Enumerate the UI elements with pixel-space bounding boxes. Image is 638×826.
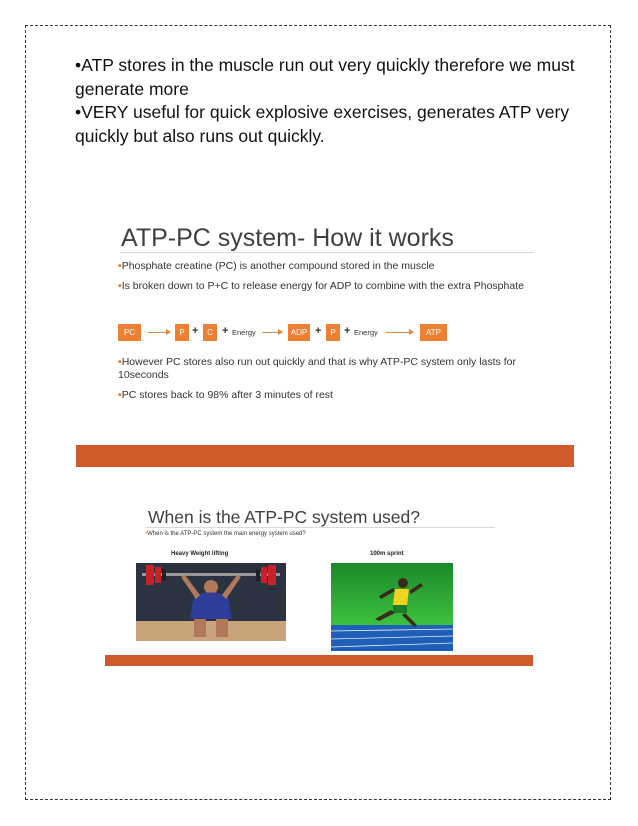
slide2-footer-band [105,655,533,666]
intro-text [75,54,575,148]
weightlifter-photo [136,563,286,641]
flow-energy-label: Energy [232,328,256,337]
plus-icon: + [192,325,199,337]
energy-flow-diagram [118,324,538,342]
flow-arrow-icon [262,332,282,333]
bullet-dot-icon: • [118,389,122,401]
plus-icon: + [315,325,322,337]
slide-how-it-works [76,214,574,466]
flow-box-pc: PC [118,324,141,341]
slide2-title: When is the ATP-PC system used? [148,507,421,527]
slide1-point-1: •Phosphate creatine (PC) is another compound stored in the muscle [118,260,435,272]
bullet-dot-icon: • [118,260,122,272]
caption-sprint: 100m sprint [370,551,404,557]
caption-weight-lifting: Heavy Weight lifting [171,551,229,557]
slide2-subtitle: •When is the ATP-PC system the main energy system used? [145,531,306,537]
flow-box-adp: ADP [288,324,310,341]
slide2-title-rule [145,527,495,528]
flow-box-p2: P [326,324,340,341]
slide1-point-2: •Is broken down to P+C to release energy for ADP to combine with the extra Phosphate [118,280,524,292]
bullet-dot-icon: • [145,531,148,537]
slide1-title-rule [120,252,534,253]
intro-bullet-2: •VERY useful for quick explosive exercises, generates ATP very quickly but also runs out quickly. [75,102,570,146]
flow-energy-label: Energy [354,328,378,337]
slide1-footer-band [76,445,574,467]
flow-arrow-icon [148,332,170,333]
intro-bullet-1: •ATP stores in the muscle run out very quickly therefore we must generate more [75,55,575,99]
bullet-dot-icon: • [118,356,122,368]
bullet-dot-icon: • [118,280,122,292]
slide1-point-4: •PC stores back to 98% after 3 minutes of rest [118,389,333,401]
flow-arrow-icon [386,332,413,333]
flow-box-atp: ATP [420,324,447,341]
sprinter-photo [331,563,453,651]
flow-box-p: P [175,324,189,341]
slide-when-used [105,504,533,666]
flow-box-c: C [203,324,217,341]
slide1-title: ATP-PC system- How it works [121,224,454,252]
plus-icon: + [222,325,229,337]
plus-icon: + [344,325,351,337]
slide1-point-3: •However PC stores also run out quickly and that is why ATP-PC system only lasts for 10seconds [118,356,516,381]
